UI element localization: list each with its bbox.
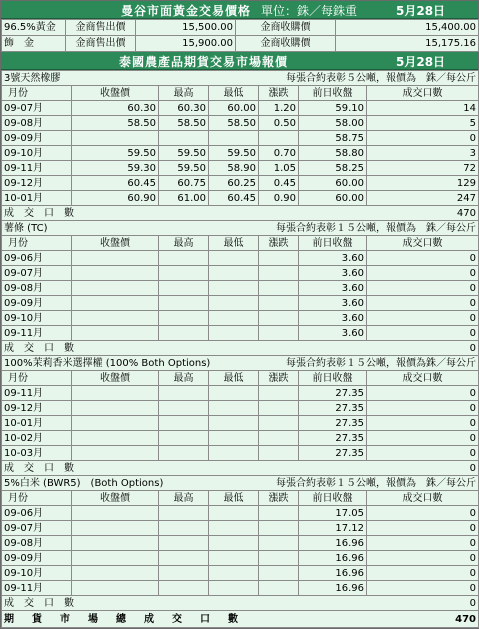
cell-prev: 27.35 [299, 386, 367, 401]
cell-high: 58.50 [159, 116, 209, 131]
cell-month: 09-07月 [2, 521, 72, 536]
column-header-row [2, 371, 479, 386]
cell-chg [259, 536, 299, 551]
cell-chg [259, 281, 299, 296]
total-label: 成 交 口 數 [2, 206, 367, 221]
cell-low [209, 386, 259, 401]
table-row [2, 146, 479, 161]
cell-high: 59.50 [159, 161, 209, 176]
cell-chg: 0.70 [259, 146, 299, 161]
cell-prev: 16.96 [299, 551, 367, 566]
cell-prev: 3.60 [299, 311, 367, 326]
section-header [2, 221, 479, 236]
cell-month: 10-03月 [2, 446, 72, 461]
cell-high [159, 266, 209, 281]
cell-chg: 0.90 [259, 191, 299, 206]
cell-month: 09-10月 [2, 311, 72, 326]
cell-low: 58.90 [209, 161, 259, 176]
total-label: 成 交 口 數 [2, 596, 367, 611]
gold-row [2, 20, 479, 36]
table-row [2, 266, 479, 281]
section-name: 3號天然橡膠 [2, 71, 259, 86]
gold-type: 飾 金 [2, 36, 66, 52]
total-value: 470 [367, 206, 479, 221]
cell-chg [259, 266, 299, 281]
gold-type: 96.5%黃金 [2, 20, 66, 36]
section-total-row [2, 596, 479, 611]
sell-price: 15,900.00 [136, 36, 236, 52]
cell-vol: 247 [367, 191, 479, 206]
cell-high [159, 281, 209, 296]
table-row [2, 551, 479, 566]
cell-month: 09-09月 [2, 131, 72, 146]
buy-label: 金商收購價 [236, 36, 336, 52]
grand-total-row [2, 611, 479, 628]
cell-vol: 0 [367, 326, 479, 341]
table-row [2, 401, 479, 416]
cell-low: 58.50 [209, 116, 259, 131]
cell-high [159, 551, 209, 566]
cell-vol: 0 [367, 281, 479, 296]
cell-prev: 3.60 [299, 296, 367, 311]
cell-close [72, 506, 159, 521]
cell-close [72, 581, 159, 596]
cell-close [72, 551, 159, 566]
cell-close [72, 566, 159, 581]
cell-high: 59.50 [159, 146, 209, 161]
column-header: 成交口數 [367, 491, 479, 506]
cell-high [159, 431, 209, 446]
cell-close: 58.50 [72, 116, 159, 131]
gold-date: 5月28日 [396, 4, 446, 18]
cell-prev: 3.60 [299, 251, 367, 266]
cell-close: 60.30 [72, 101, 159, 116]
cell-vol: 0 [367, 551, 479, 566]
cell-vol: 0 [367, 431, 479, 446]
buy-label: 金商收購價 [236, 20, 336, 36]
cell-vol: 0 [367, 416, 479, 431]
cell-close [72, 386, 159, 401]
column-header: 成交口數 [367, 371, 479, 386]
cell-month: 10-02月 [2, 431, 72, 446]
cell-month: 09-11月 [2, 386, 72, 401]
section-note: 每張合約表彰１５公噸，報價為 銖／每公斤 [259, 476, 479, 491]
total-value: 0 [367, 341, 479, 356]
cell-close [72, 416, 159, 431]
table-row [2, 386, 479, 401]
cell-low [209, 521, 259, 536]
cell-chg [259, 296, 299, 311]
cell-close [72, 446, 159, 461]
cell-high [159, 566, 209, 581]
cell-prev: 16.96 [299, 566, 367, 581]
cell-high: 60.75 [159, 176, 209, 191]
table-row [2, 101, 479, 116]
cell-chg [259, 446, 299, 461]
cell-chg [259, 416, 299, 431]
cell-chg [259, 326, 299, 341]
cell-vol: 0 [367, 131, 479, 146]
column-header: 最高 [159, 371, 209, 386]
cell-prev: 17.12 [299, 521, 367, 536]
cell-month: 09-11月 [2, 161, 72, 176]
cell-chg [259, 431, 299, 446]
cell-vol: 0 [367, 386, 479, 401]
cell-prev: 3.60 [299, 281, 367, 296]
column-header: 最低 [209, 86, 259, 101]
cell-close [72, 131, 159, 146]
table-row [2, 311, 479, 326]
column-header: 收盤價 [72, 371, 159, 386]
cell-high [159, 536, 209, 551]
cell-month: 09-07月 [2, 266, 72, 281]
section-note: 每張合約表彰１５公噸，報價為 銖／每公斤 [259, 221, 479, 236]
cell-high: 61.00 [159, 191, 209, 206]
cell-chg: 0.45 [259, 176, 299, 191]
cell-high [159, 386, 209, 401]
cell-close: 59.50 [72, 146, 159, 161]
cell-vol: 3 [367, 146, 479, 161]
column-header: 漲跌 [259, 86, 299, 101]
table-row [2, 446, 479, 461]
cell-high [159, 506, 209, 521]
cell-vol: 5 [367, 116, 479, 131]
cell-vol: 0 [367, 251, 479, 266]
cell-month: 09-09月 [2, 551, 72, 566]
sell-price: 15,500.00 [136, 20, 236, 36]
buy-price: 15,175.16 [336, 36, 479, 52]
table-row [2, 176, 479, 191]
cell-close [72, 536, 159, 551]
section-total-row [2, 461, 479, 476]
cell-vol: 0 [367, 506, 479, 521]
column-header: 成交口數 [367, 236, 479, 251]
total-value: 0 [367, 461, 479, 476]
cell-prev: 59.10 [299, 101, 367, 116]
cell-close: 60.90 [72, 191, 159, 206]
column-header: 漲跌 [259, 236, 299, 251]
section-name: 薯條 (TC) [2, 221, 259, 236]
gold-row [2, 36, 479, 52]
cell-close [72, 266, 159, 281]
cell-prev: 27.35 [299, 416, 367, 431]
cell-low [209, 446, 259, 461]
cell-vol: 0 [367, 296, 479, 311]
cell-close: 59.30 [72, 161, 159, 176]
cell-low [209, 416, 259, 431]
column-header: 漲跌 [259, 491, 299, 506]
cell-month: 09-06月 [2, 251, 72, 266]
cell-low [209, 566, 259, 581]
cell-low [209, 281, 259, 296]
cell-low [209, 266, 259, 281]
cell-prev: 17.05 [299, 506, 367, 521]
cell-close [72, 296, 159, 311]
cell-vol: 0 [367, 446, 479, 461]
column-header: 前日收盤 [299, 86, 367, 101]
cell-chg [259, 401, 299, 416]
cell-high [159, 296, 209, 311]
cell-vol: 0 [367, 401, 479, 416]
cell-prev: 60.00 [299, 191, 367, 206]
table-row [2, 116, 479, 131]
table-row [2, 536, 479, 551]
cell-low: 60.45 [209, 191, 259, 206]
table-row [2, 566, 479, 581]
table-row [2, 131, 479, 146]
total-label: 成 交 口 數 [2, 461, 367, 476]
cell-prev: 16.96 [299, 581, 367, 596]
buy-price: 15,400.00 [336, 20, 479, 36]
cell-high [159, 251, 209, 266]
column-header: 最低 [209, 491, 259, 506]
cell-low: 59.50 [209, 146, 259, 161]
section-total-row [2, 206, 479, 221]
cell-vol: 0 [367, 566, 479, 581]
column-header: 漲跌 [259, 371, 299, 386]
cell-month: 09-09月 [2, 296, 72, 311]
cell-prev: 27.35 [299, 401, 367, 416]
cell-low [209, 506, 259, 521]
cell-low: 60.00 [209, 101, 259, 116]
cell-vol: 72 [367, 161, 479, 176]
cell-chg [259, 386, 299, 401]
table-row [2, 416, 479, 431]
cell-high [159, 416, 209, 431]
gold-title: 曼谷市面黃金交易價格 [121, 4, 252, 18]
table-row [2, 296, 479, 311]
column-header-row [2, 86, 479, 101]
column-header: 月份 [2, 371, 72, 386]
section-header [2, 476, 479, 491]
futures-title: 泰國農產品期貨交易市場報價 [119, 55, 289, 69]
cell-vol: 0 [367, 311, 479, 326]
total-label: 成 交 口 數 [2, 341, 367, 356]
column-header-row [2, 236, 479, 251]
cell-prev: 58.80 [299, 146, 367, 161]
column-header: 前日收盤 [299, 371, 367, 386]
section-name: 5%白米 (BWR5) (Both Options) [2, 476, 259, 491]
cell-close [72, 521, 159, 536]
cell-low [209, 131, 259, 146]
cell-high [159, 446, 209, 461]
cell-vol: 0 [367, 521, 479, 536]
cell-month: 09-08月 [2, 281, 72, 296]
cell-month: 09-12月 [2, 176, 72, 191]
table-row [2, 281, 479, 296]
cell-close [72, 251, 159, 266]
cell-month: 09-11月 [2, 581, 72, 596]
cell-chg [259, 581, 299, 596]
column-header: 收盤價 [72, 491, 159, 506]
table-row [2, 251, 479, 266]
section-total-row [2, 341, 479, 356]
cell-low [209, 401, 259, 416]
cell-high [159, 131, 209, 146]
cell-month: 10-01月 [2, 416, 72, 431]
gold-price-header [1, 1, 478, 19]
cell-chg [259, 251, 299, 266]
column-header: 收盤價 [72, 86, 159, 101]
cell-chg [259, 131, 299, 146]
cell-close [72, 401, 159, 416]
cell-close: 60.45 [72, 176, 159, 191]
cell-low [209, 311, 259, 326]
gold-unit: 單位：銖／每銖重 [261, 4, 358, 18]
cell-vol: 129 [367, 176, 479, 191]
cell-month: 09-08月 [2, 116, 72, 131]
cell-chg [259, 521, 299, 536]
cell-chg: 1.05 [259, 161, 299, 176]
cell-month: 09-11月 [2, 326, 72, 341]
column-header: 最高 [159, 86, 209, 101]
column-header-row [2, 491, 479, 506]
cell-chg: 0.50 [259, 116, 299, 131]
cell-chg [259, 566, 299, 581]
column-header: 月份 [2, 491, 72, 506]
table-row [2, 506, 479, 521]
cell-prev: 58.25 [299, 161, 367, 176]
section-header [2, 71, 479, 86]
cell-prev: 27.35 [299, 431, 367, 446]
cell-high [159, 311, 209, 326]
column-header: 月份 [2, 236, 72, 251]
column-header: 月份 [2, 86, 72, 101]
cell-prev: 58.75 [299, 131, 367, 146]
column-header: 收盤價 [72, 236, 159, 251]
cell-vol: 0 [367, 266, 479, 281]
cell-low [209, 296, 259, 311]
cell-close [72, 311, 159, 326]
grand-total-value: 470 [367, 611, 479, 628]
cell-chg [259, 311, 299, 326]
cell-low: 60.25 [209, 176, 259, 191]
section-note: 每張合約表彰１５公噸，報價為銖／每公斤 [259, 356, 479, 371]
cell-prev: 27.35 [299, 446, 367, 461]
cell-month: 09-06月 [2, 506, 72, 521]
cell-vol: 14 [367, 101, 479, 116]
futures-header [1, 52, 478, 70]
cell-high: 60.30 [159, 101, 209, 116]
table-row [2, 581, 479, 596]
cell-high [159, 326, 209, 341]
cell-month: 09-10月 [2, 146, 72, 161]
cell-vol: 0 [367, 581, 479, 596]
futures-table [1, 70, 479, 628]
table-row [2, 521, 479, 536]
column-header: 前日收盤 [299, 236, 367, 251]
table-row [2, 431, 479, 446]
cell-high [159, 581, 209, 596]
sell-label: 金商售出價 [66, 20, 136, 36]
cell-high [159, 521, 209, 536]
cell-low [209, 431, 259, 446]
cell-prev: 58.00 [299, 116, 367, 131]
section-note: 每張合約表彰５公噸，報價為 銖／每公斤 [259, 71, 479, 86]
futures-date: 5月28日 [396, 55, 446, 69]
column-header: 最高 [159, 491, 209, 506]
cell-low [209, 536, 259, 551]
column-header: 成交口數 [367, 86, 479, 101]
cell-chg [259, 551, 299, 566]
cell-low [209, 251, 259, 266]
cell-month: 10-01月 [2, 191, 72, 206]
cell-low [209, 581, 259, 596]
cell-close [72, 431, 159, 446]
cell-high [159, 401, 209, 416]
cell-month: 09-10月 [2, 566, 72, 581]
table-row [2, 326, 479, 341]
column-header: 最低 [209, 236, 259, 251]
table-row [2, 191, 479, 206]
cell-prev: 3.60 [299, 326, 367, 341]
cell-month: 09-08月 [2, 536, 72, 551]
cell-close [72, 281, 159, 296]
cell-prev: 3.60 [299, 266, 367, 281]
section-header [2, 356, 479, 371]
cell-month: 09-07月 [2, 101, 72, 116]
cell-low [209, 551, 259, 566]
section-name: 100%茉莉香米選擇權 (100% Both Options) [2, 356, 259, 371]
gold-price-table [1, 19, 479, 52]
total-value: 0 [367, 596, 479, 611]
table-row [2, 161, 479, 176]
cell-low [209, 326, 259, 341]
cell-close [72, 326, 159, 341]
cell-chg [259, 506, 299, 521]
column-header: 前日收盤 [299, 491, 367, 506]
sell-label: 金商售出價 [66, 36, 136, 52]
cell-vol: 0 [367, 536, 479, 551]
cell-chg: 1.20 [259, 101, 299, 116]
cell-prev: 16.96 [299, 536, 367, 551]
grand-total-label: 期 貨 市 場 總 成 交 口 數 [2, 611, 367, 628]
cell-month: 09-12月 [2, 401, 72, 416]
column-header: 最低 [209, 371, 259, 386]
column-header: 最高 [159, 236, 209, 251]
cell-prev: 60.00 [299, 176, 367, 191]
